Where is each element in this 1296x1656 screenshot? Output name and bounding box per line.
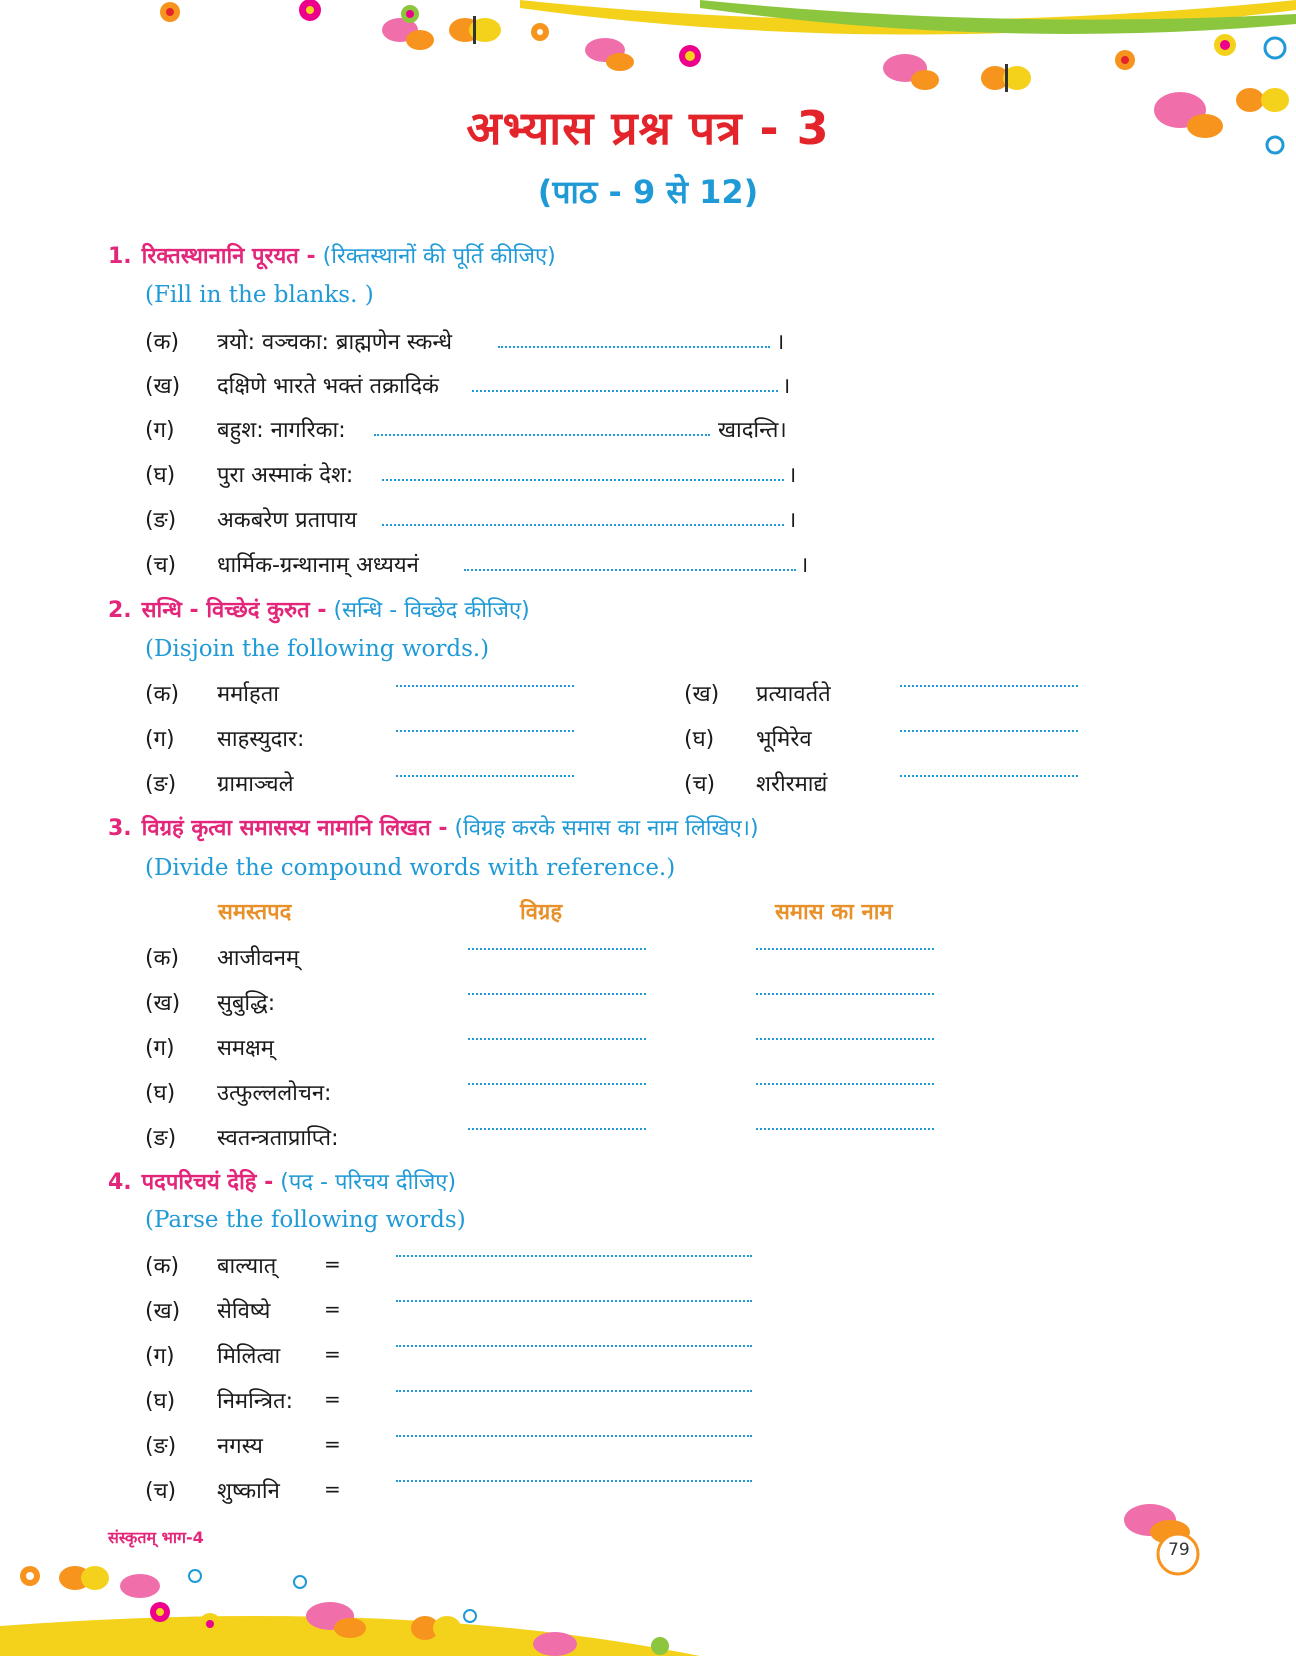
flower-icon: [150, 1602, 170, 1622]
blank-row: (ङ) अकबरेण प्रतापाय: [145, 508, 357, 533]
answer-blank[interactable]: [464, 569, 796, 571]
question-2-heading: 2. सन्धि - विच्छेदं कुरुत - (सन्धि - विच्छेद कीजिए): [108, 598, 530, 623]
page-subtitle: (पाठ - 9 से 12): [537, 173, 759, 211]
butterfly-icon: [533, 1632, 577, 1656]
blank-row: (घ) पुरा अस्माकं देश:: [145, 463, 354, 488]
compound-item: (ग) समक्षम्: [145, 1036, 274, 1061]
answer-blank[interactable]: [900, 775, 1078, 777]
answer-blank[interactable]: [396, 1345, 752, 1347]
butterfly-icon: [981, 64, 1031, 92]
answer-blank[interactable]: [468, 1128, 646, 1130]
question-1-heading: 1. रिक्तस्थानानि पूरयत - (रिक्तस्थानों की पूर्ति कीजिए): [108, 244, 556, 269]
answer-blank[interactable]: [472, 390, 778, 392]
parse-item: (क) बाल्यात्: [145, 1254, 277, 1279]
flower-icon: [651, 1637, 669, 1655]
answer-blank[interactable]: [396, 1435, 752, 1437]
question-4-english: (Parse the following words): [145, 1207, 466, 1233]
butterfly-icon: [411, 1616, 461, 1640]
answer-blank[interactable]: [468, 1038, 646, 1040]
butterfly-icon: [449, 16, 501, 44]
sandhi-item: (घ) भूमिरेव: [684, 727, 812, 752]
answer-blank[interactable]: [468, 993, 646, 995]
question-3-english: (Divide the compound words with reference.): [145, 855, 676, 881]
answer-blank[interactable]: [900, 685, 1078, 687]
sandhi-item: (च) शरीरमाद्यं: [684, 772, 828, 797]
blank-row: (क) त्रयो: वञ्चका: ब्राह्मणेन स्कन्धे: [145, 330, 452, 355]
question-3-heading: 3. विग्रहं कृत्वा समासस्य नामानि लिखत - (विग्रह करके समास का नाम लिखिए।): [108, 816, 759, 841]
answer-blank[interactable]: [396, 685, 574, 687]
flower-icon: [160, 2, 180, 22]
answer-blank[interactable]: [468, 948, 646, 950]
flower-icon: [531, 23, 549, 41]
question-2-english: (Disjoin the following words.): [145, 636, 490, 662]
column-header-samas-name: समास का नाम: [775, 900, 893, 925]
answer-blank[interactable]: [900, 730, 1078, 732]
answer-blank[interactable]: [374, 434, 710, 436]
compound-item: (ख) सुबुद्धि:: [145, 991, 276, 1016]
sandhi-item: (ग) साहस्युदार:: [145, 727, 305, 752]
butterfly-icon: [59, 1566, 109, 1590]
parse-item: (ख) सेविष्ये: [145, 1299, 271, 1324]
compound-item: (ङ) स्वतन्त्रताप्राप्ति:: [145, 1126, 339, 1151]
answer-blank[interactable]: [382, 479, 784, 481]
flower-icon: [1214, 34, 1236, 56]
answer-blank[interactable]: [498, 346, 770, 348]
swirl-icon: [189, 1570, 476, 1622]
question-1-english: (Fill in the blanks. ): [145, 282, 374, 308]
answer-blank[interactable]: [396, 1255, 752, 1257]
flower-icon: [299, 0, 321, 21]
butterfly-icon: [306, 1602, 366, 1638]
answer-blank[interactable]: [756, 948, 934, 950]
sandhi-item: (क) मर्माहता: [145, 682, 279, 707]
compound-item: (घ) उत्फुल्ललोचन:: [145, 1081, 332, 1106]
butterfly-icon: [1110, 1490, 1220, 1580]
answer-blank[interactable]: [396, 1390, 752, 1392]
question-4-heading: 4. पदपरिचयं देहि - (पद - परिचय दीजिए): [108, 1170, 457, 1195]
column-header-samastapad: समस्तपद: [218, 900, 292, 925]
butterfly-icon: [120, 1574, 160, 1598]
flower-icon: [679, 45, 701, 67]
blank-row: (च) धार्मिक-ग्रन्थानाम् अध्ययनं: [145, 553, 419, 578]
answer-blank[interactable]: [396, 1300, 752, 1302]
parse-item: (ग) मिलित्वा: [145, 1344, 281, 1369]
blank-row: (ग) बहुश: नागरिका:: [145, 418, 346, 443]
flower-icon: [20, 1566, 40, 1586]
page-number: 79: [1168, 1540, 1190, 1560]
answer-blank[interactable]: [396, 1480, 752, 1482]
answer-blank[interactable]: [756, 993, 934, 995]
book-title-footer: संस्कृतम् भाग-4: [108, 1528, 204, 1547]
butterfly-icon: [585, 38, 634, 71]
answer-blank[interactable]: [756, 1128, 934, 1130]
answer-blank[interactable]: [756, 1038, 934, 1040]
butterfly-icon: [883, 54, 939, 90]
answer-blank[interactable]: [396, 775, 574, 777]
flower-icon: [199, 1613, 221, 1635]
sandhi-item: (ख) प्रत्यावर्तते: [684, 682, 831, 707]
parse-item: (ङ) नगस्य: [145, 1434, 263, 1459]
answer-blank[interactable]: [756, 1083, 934, 1085]
parse-item: (च) शुष्कानि: [145, 1479, 280, 1504]
answer-blank[interactable]: [396, 730, 574, 732]
page-title: अभ्यास प्रश्न पत्र - 3: [466, 101, 830, 155]
compound-item: (क) आजीवनम्: [145, 946, 300, 971]
flower-icon: [1115, 50, 1135, 70]
column-header-vigraha: विग्रह: [520, 900, 563, 925]
blank-row: (ख) दक्षिणे भारते भक्तं तक्रादिकं: [145, 374, 439, 399]
butterfly-icon: [382, 18, 434, 50]
sandhi-item: (ङ) ग्रामाञ्चले: [145, 772, 294, 797]
parse-item: (घ) निमन्त्रित:: [145, 1389, 294, 1414]
answer-blank[interactable]: [468, 1083, 646, 1085]
answer-blank[interactable]: [382, 524, 784, 526]
flower-icon: [401, 5, 419, 23]
